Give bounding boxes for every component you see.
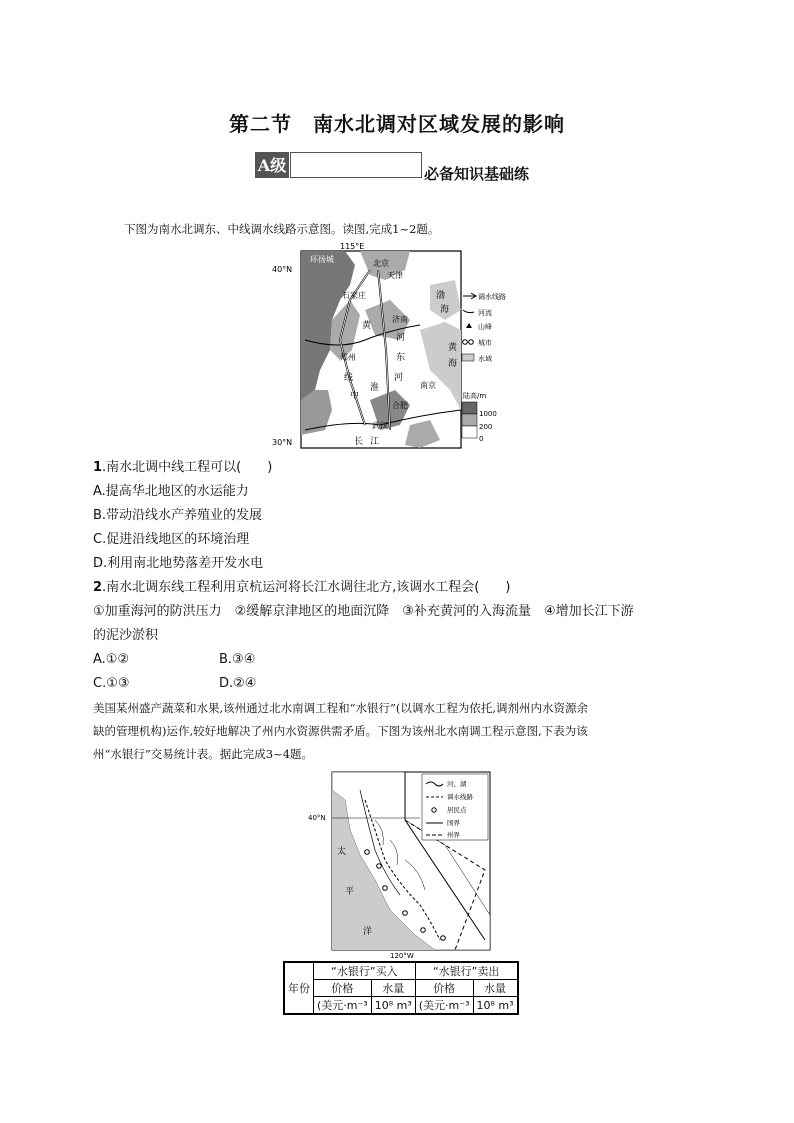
place-label: 武汉 — [372, 421, 388, 430]
legend-water-icon — [462, 354, 474, 361]
place-label: 河 — [396, 333, 406, 343]
col-sell: “水银行”卖出 — [415, 962, 517, 980]
col-buy-volume: 水量 — [371, 980, 415, 997]
question-1: 1.南水北调中线工程可以( ) — [93, 460, 273, 475]
legend-item: 调水线路 — [447, 793, 473, 801]
elev-swatch-low — [462, 426, 477, 438]
settlement-icon — [403, 911, 408, 916]
ocean-label: 太 — [337, 847, 347, 857]
place-label: 河 — [394, 373, 404, 383]
elev-swatch-high — [462, 402, 477, 414]
water-bank-table — [283, 961, 519, 1015]
q1-option-b: B.带动沿线水产养殖业的发展 — [93, 508, 263, 523]
place-label: 江 — [370, 437, 380, 447]
legend-city-icon — [463, 340, 468, 345]
page-title: 第二节 南水北调对区域发展的影响 — [229, 112, 565, 136]
q1-option-a: A.提高华北地区的水运能力 — [93, 484, 249, 499]
legend-river-icon — [463, 310, 474, 313]
ocean-label: 洋 — [363, 927, 373, 937]
legend-item: 水域 — [478, 355, 492, 363]
elev-tick: 200 — [479, 423, 493, 431]
lon-label: 120°W — [390, 952, 414, 960]
unit-sell-price: (美元·m⁻³ — [415, 997, 473, 1015]
settlement-icon — [441, 936, 446, 941]
legend-item: 调水线路 — [478, 293, 506, 301]
legend-item: 州界 — [447, 831, 460, 839]
elev-tick: 1000 — [479, 410, 497, 418]
intro-text-2-line-2: 缺的管理机构)运作,较好地解决了州内水资源供需矛盾。下图为该州北水南调工程示意图,下表为该 — [93, 724, 588, 738]
legend-item: 山峰 — [478, 323, 492, 331]
lat-top-label: 40°N — [272, 265, 293, 274]
place-label: 北京 — [373, 259, 389, 268]
place-label: 海 — [440, 305, 450, 315]
intro-text-2-line-1: 美国某州盛产蔬菜和水果,该州通过北水南调工程和“水银行”(以调水工程为依托,调剂州内水资源余 — [93, 701, 589, 715]
place-label: 黄 — [448, 343, 458, 353]
place-label: 济南 — [392, 315, 408, 324]
col-year: 年份 — [284, 962, 314, 1014]
level-header — [255, 152, 530, 183]
level-label: 必备知识基础练 — [424, 164, 530, 183]
legend-item: 河流 — [478, 309, 492, 317]
elev-tick: 0 — [479, 435, 484, 443]
lat-bottom-label: 30°N — [272, 438, 293, 447]
place-label: 东 — [396, 353, 406, 363]
place-label: 黄 — [362, 321, 372, 331]
map-california-water-project — [305, 770, 495, 960]
place-label: 合肥 — [392, 401, 408, 410]
intro-text-2-line-3: 州“水银行”交易统计表。据此完成3~4题。 — [93, 747, 314, 761]
legend-peak-icon — [466, 323, 472, 328]
q2-statements: ①加重海河的防洪压力 ②缓解京津地区的地面沉降 ③补充黄河的入海流量 ④增加长江下游 — [93, 604, 634, 619]
place-label: 石家庄 — [342, 291, 366, 300]
level-badge: A级 — [255, 152, 289, 178]
legend-settlement-icon — [432, 808, 436, 812]
col-sell-price: 价格 — [415, 980, 473, 997]
elevation-title: 陆高/m — [463, 392, 487, 400]
place-label: 线 — [344, 373, 354, 383]
map-south-north-water-diversion — [270, 240, 530, 450]
place-label: 渤 — [436, 291, 446, 301]
unit-sell-volume: 10⁸ m³ — [473, 997, 518, 1015]
place-label: 淮 — [370, 383, 380, 393]
elev-swatch-mid — [462, 414, 477, 426]
intro-text-1: 下图为南水北调东、中线调水线路示意图。读图,完成1~2题。 — [124, 222, 440, 236]
col-buy-price: 价格 — [314, 980, 372, 997]
place-label: 海 — [448, 359, 458, 369]
place-label: 环扬城 — [310, 255, 334, 264]
q2-option-b: B.③④ — [219, 652, 256, 667]
place-label: 郑州 — [340, 353, 356, 362]
settlement-icon — [365, 850, 370, 855]
lon-label: 115°E — [340, 242, 365, 251]
unit-buy-price: (美元·m⁻³ — [314, 997, 372, 1015]
q2-option-d: D.②④ — [219, 676, 257, 691]
legend-item: 国界 — [447, 819, 460, 827]
ocean-label: 平 — [345, 887, 355, 897]
q2-option-a: A.①② — [93, 652, 130, 667]
legend-item: 河、湖 — [447, 780, 467, 788]
place-label: 长 — [354, 437, 364, 447]
q2-statements-cont: 的泥沙淤积 — [93, 628, 159, 643]
place-label: 中 — [350, 391, 360, 401]
col-buy: “水银行”买入 — [314, 962, 416, 980]
question-2: 2.南水北调东线工程利用京杭运河将长江水调往北方,该调水工程会( ) — [93, 580, 511, 595]
settlement-icon — [377, 864, 382, 869]
legend-item: 城市 — [478, 339, 492, 347]
place-label: 天津 — [387, 271, 403, 280]
unit-buy-volume: 10⁸ m³ — [371, 997, 415, 1015]
legend-route-icon — [463, 293, 476, 299]
legend-item: 居民点 — [447, 806, 467, 814]
score-blank — [290, 152, 422, 178]
place-label: 南京 — [420, 381, 436, 390]
lat-label: 40°N — [308, 814, 326, 822]
col-sell-volume: 水量 — [473, 980, 518, 997]
q1-option-d: D.利用南北地势落差开发水电 — [93, 556, 264, 571]
q1-option-c: C.促进沿线地区的环境治理 — [93, 532, 250, 547]
q2-option-c: C.①③ — [93, 676, 130, 691]
settlement-icon — [383, 886, 388, 891]
settlement-icon — [421, 928, 426, 933]
